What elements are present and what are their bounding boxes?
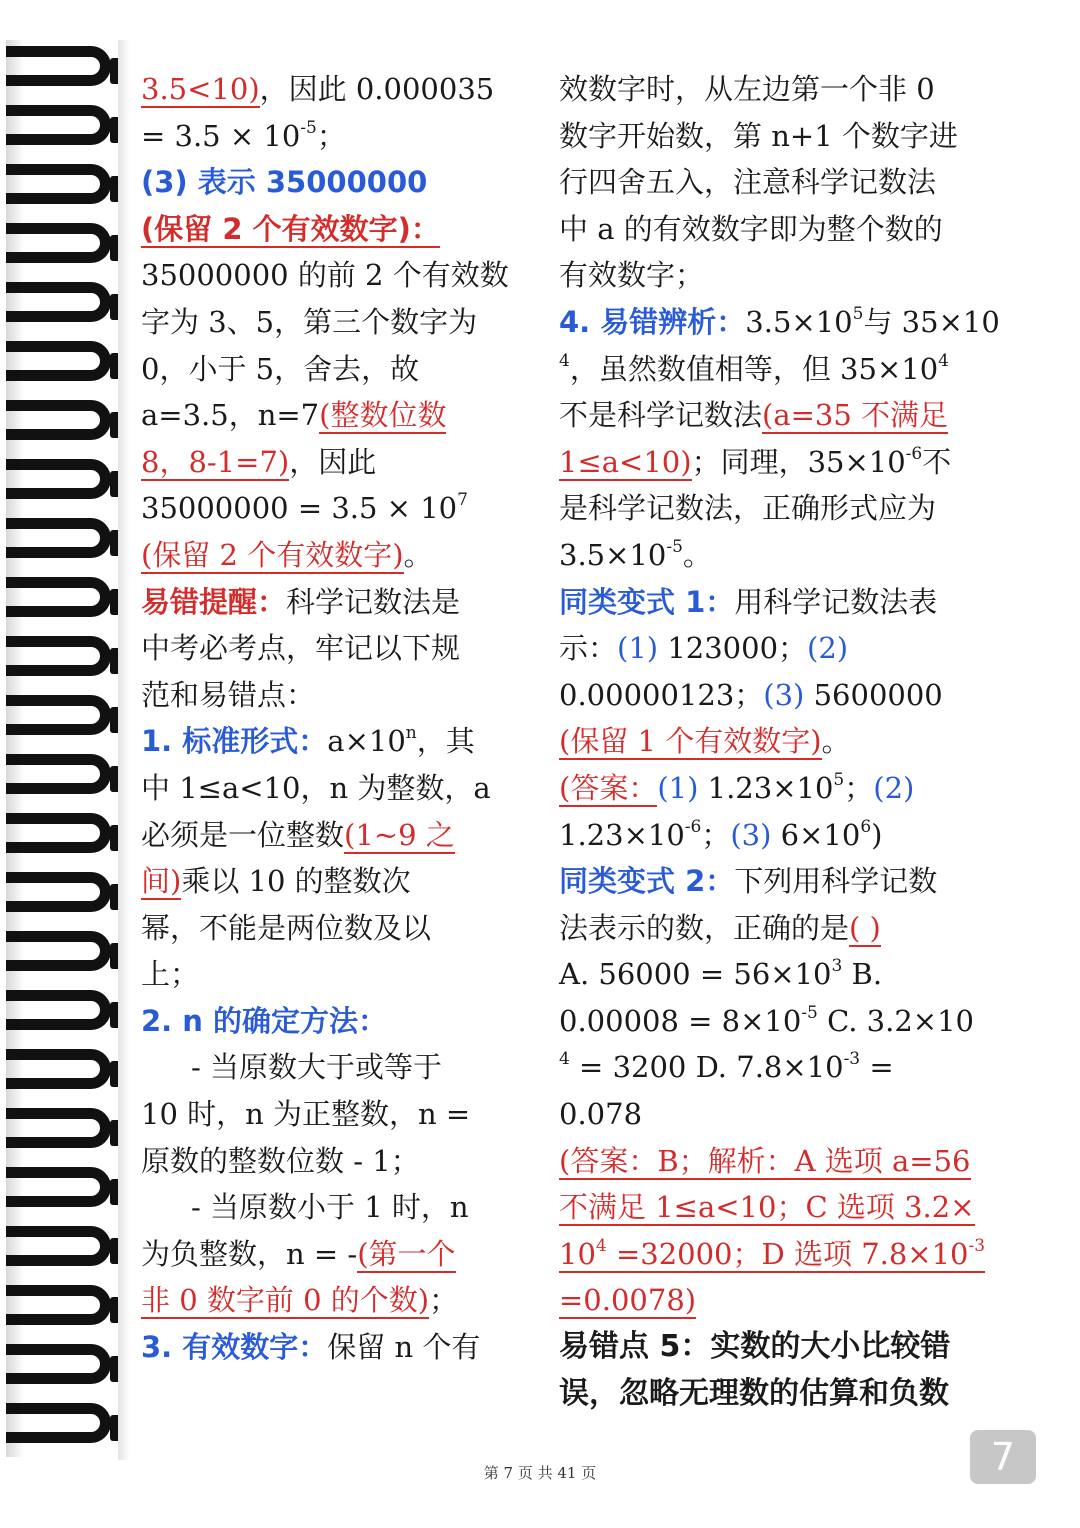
spiral-coil — [6, 689, 130, 749]
spiral-coil — [6, 1102, 130, 1162]
text-line: =0.0078) — [559, 1283, 697, 1318]
spiral-coil — [6, 925, 130, 985]
spiral-coil — [6, 984, 130, 1044]
text-line: 不满足 1≤a<10；C 选项 3.2× — [559, 1190, 975, 1225]
text-line: 有效数字； — [559, 258, 705, 293]
text-line: $^4$，虽然数值相等，但 $35\times 10^4$ — [559, 350, 949, 386]
text-line: 0，小于 5，舍去，故 — [141, 351, 420, 386]
text-line: 间)乘以 10 的整数次 — [141, 864, 411, 899]
text-line: 0.00000123；(3) 5600000 — [559, 677, 943, 712]
text-line: $^4$ = 3200 D. $7.8\times 10^{-3}$ = — [559, 1049, 894, 1085]
spiral-coil — [6, 1161, 130, 1221]
spiral-coil — [6, 1397, 130, 1457]
text-line: 是科学记数法，正确形式应为 — [559, 491, 937, 526]
text-line: 必须是一位整数(1~9 之 — [141, 817, 455, 852]
spiral-coil — [6, 748, 130, 808]
text-line: 中 a 的有效数字即为整个数的 — [559, 211, 943, 246]
text-line: 示：(1) 123000；(2) — [559, 631, 849, 666]
right-column — [559, 66, 999, 1417]
text-line: - 当原数大于或等于 — [191, 1050, 443, 1085]
spiral-coil — [6, 512, 130, 572]
spiral-coil — [6, 630, 130, 690]
text-line: 法表示的数，正确的是( ) — [559, 910, 881, 945]
text-line: $3.5\times 10^{-5}$。 — [559, 536, 712, 572]
text-line: 1. 标准形式：$a\times 10^n$，其 — [141, 723, 475, 759]
spiral-coil — [6, 807, 130, 867]
text-line: 中考必考点，牢记以下规 — [141, 631, 461, 666]
text-line: 字为 3、5，第三个数字为 — [141, 304, 478, 339]
section-heading: 误，忽略无理数的估算和负数 — [559, 1375, 949, 1411]
spiral-coil — [6, 394, 130, 454]
spiral-coil — [6, 158, 130, 218]
text-line: 行四舍五入，注意科学记数法 — [559, 165, 937, 200]
text-line: 幂，不能是两位数及以 — [141, 910, 432, 945]
section-heading: 易错点 5：实数的大小比较错 — [559, 1329, 951, 1365]
page-edge-shadow — [118, 40, 130, 1460]
section-heading: (保留 2 个有效数字)： — [141, 211, 440, 246]
text-line: (保留 2 个有效数字)。 — [141, 537, 433, 572]
page-footer: 第 7 页 共 41 页 — [483, 1464, 597, 1482]
text-line: 原数的整数位数 - 1； — [141, 1143, 420, 1178]
text-line: $0.00008 = 8\times 10^{-5}$ C. 3.2×10 — [559, 1002, 975, 1038]
text-line: 非 0 数字前 0 的个数)； — [141, 1283, 459, 1318]
text-line: a=3.5，n=7(整数位数 — [141, 398, 447, 433]
text-line: $35000000 = 3.5 \times 10^7$ — [141, 490, 468, 526]
text-line: 不是科学记数法(a=35 不满足 — [559, 398, 949, 433]
text-line: $10^4 =32000$；D 选项 $7.8\times 10^{-3}$ — [559, 1235, 986, 1271]
text-line: 10 时，n 为正整数，n = — [141, 1097, 471, 1132]
spiral-coil — [6, 217, 130, 277]
text-line: A. $56000 = 56\times 10^3$ B. — [559, 956, 883, 992]
spiral-coil — [6, 571, 130, 631]
text-line: 同类变式 2：下列用科学记数 — [559, 864, 938, 899]
text-line: 数字开始数，第 n+1 个数字进 — [559, 118, 958, 153]
spiral-binding — [0, 40, 130, 1460]
spiral-coil — [6, 1338, 130, 1398]
section-heading: 2. n 的确定方法： — [141, 1003, 388, 1038]
text-line: - 当原数小于 1 时，n — [191, 1190, 469, 1225]
text-line: 8，8-1=7)，因此 — [141, 444, 377, 479]
text-line: = $3.5 \times 10^{-5}$； — [141, 117, 346, 153]
text-line: 范和易错点： — [141, 677, 316, 712]
text-line: 效数字时，从左边第一个非 0 — [559, 72, 935, 106]
text-line: 为负整数，n = -(第一个 — [141, 1236, 456, 1271]
section-heading: (3) 表示 35000000 — [141, 165, 428, 200]
text-line: 3.5<10)，因此 0.000035 — [141, 72, 495, 106]
text-line: $1.23\times 10^{-6}$；(3) $6\times 10^6$) — [559, 816, 883, 852]
text-line: 3. 有效数字：保留 n 个有 — [141, 1330, 481, 1365]
spiral-coil — [6, 99, 130, 159]
text-line: 0.078 — [559, 1097, 643, 1132]
text-line: 同类变式 1：用科学记数法表 — [559, 584, 938, 619]
spiral-coil — [6, 276, 130, 336]
text-line: (答案：(1) $1.23\times 10^5$；(2) — [559, 769, 915, 805]
left-column — [141, 66, 521, 1371]
spiral-coil — [6, 1043, 130, 1103]
text-line: 中 1≤a<10，n 为整数，a — [141, 770, 491, 805]
spiral-coil — [6, 335, 130, 395]
text-line: 4. 易错辨析：$3.5\times 10^5$与 35×10 — [559, 303, 1000, 339]
page-number-badge: 7 — [970, 1430, 1036, 1484]
text-line: (答案：B；解析：A 选项 a=56 — [559, 1143, 971, 1178]
spiral-coil — [6, 1220, 130, 1280]
text-line: 易错提醒：科学记数法是 — [141, 584, 461, 619]
spiral-coil — [6, 40, 130, 100]
text-line: 上； — [141, 957, 200, 992]
text-line: 35000000 的前 2 个有效数 — [141, 258, 509, 293]
text-line: 1≤a<10)；同理，$35\times 10^{-6}$不 — [559, 443, 952, 479]
spiral-coil — [6, 866, 130, 926]
spiral-coil — [6, 453, 130, 513]
spiral-coil — [6, 1279, 130, 1339]
text-line: (保留 1 个有效数字)。 — [559, 724, 851, 759]
